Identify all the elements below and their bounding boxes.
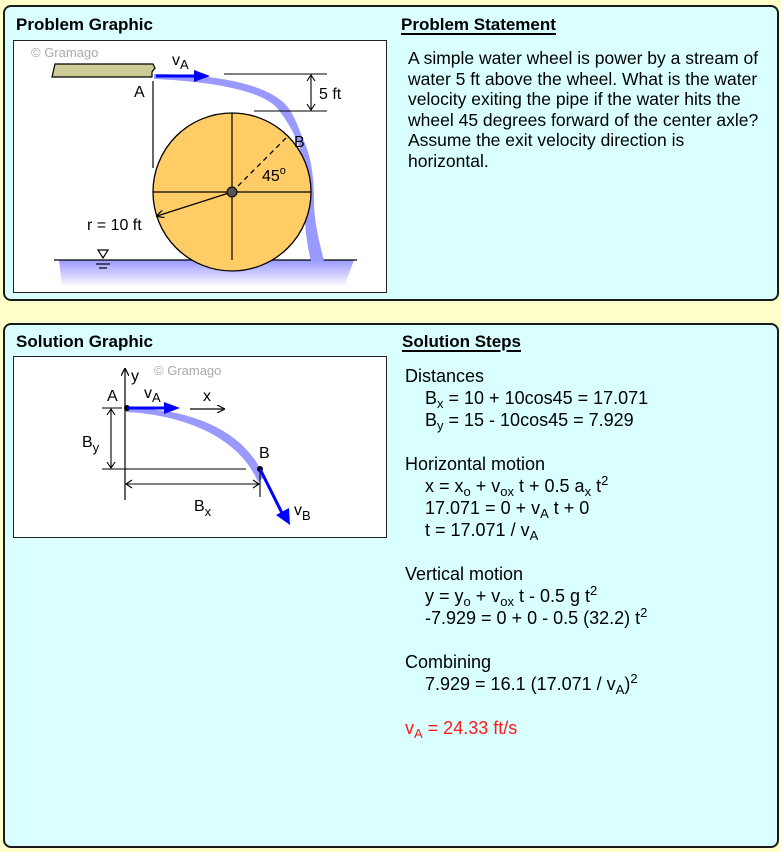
step-vertical-eq2: -7.929 = 0 + 0 - 0.5 (32.2) $t^2$: [425, 605, 648, 628]
label-a: A: [134, 84, 145, 101]
label-va: $v_A$: [144, 385, 161, 405]
label-bx: $B_x$: [194, 498, 212, 519]
solution-steps-heading: Solution Steps: [402, 332, 521, 351]
label-angle: 45$^o$: [262, 165, 286, 185]
problem-panel: [3, 5, 779, 301]
label-va: $v_A$: [172, 52, 189, 72]
trajectory-diagram: [14, 357, 386, 537]
label-y: y: [131, 368, 139, 385]
label-a: A: [107, 388, 118, 405]
solution-steps: [405, 365, 648, 739]
problem-statement-heading: Problem Statement: [401, 15, 556, 34]
label-radius: r = 10 ft: [87, 217, 142, 234]
step-combining-title: Combining: [405, 652, 492, 672]
label-height: 5 ft: [319, 86, 342, 103]
watermark: © Gramago: [31, 45, 99, 60]
problem-graphic: [13, 40, 387, 293]
step-distances-title: Distances: [405, 366, 485, 386]
water-wheel: [153, 113, 311, 271]
solution-graphic: [13, 356, 387, 538]
step-combining-eq1: 7.929 = 16.1 $(17.071 / v_A)^2$: [425, 671, 638, 697]
velocity-b-arrow: [260, 469, 290, 525]
label-b: B: [259, 445, 270, 462]
solution-graphic-heading: Solution Graphic: [16, 332, 153, 351]
label-vb: $v_B$: [294, 502, 311, 523]
trajectory-path: [126, 408, 264, 482]
pipe: [52, 64, 155, 77]
step-vertical-eq1: $y = y_o + v_{ox}$ t - 0.5 g $t^2$: [425, 583, 598, 609]
step-horizontal-eq1: $x = x_o + v_{ox}$ t + 0.5 $a_x$ $t^2$: [425, 473, 609, 499]
water-wheel-diagram: [14, 41, 386, 292]
axle: [227, 187, 237, 197]
label-by: $B_y$: [82, 434, 100, 455]
step-distances-bx: $B_x = 10 + 10\cos 45 = 17.071$: [425, 388, 649, 411]
watermark: © Gramago: [154, 363, 222, 378]
label-b: B: [294, 134, 305, 151]
step-vertical-title: Vertical motion: [405, 564, 524, 584]
step-distances-by: $B_y = 15 - 10\cos 45 = 7.929$: [425, 410, 634, 433]
step-horizontal-title: Horizontal motion: [405, 454, 546, 474]
problem-graphic-heading: Problem Graphic: [16, 15, 153, 34]
step-horizontal-eq2: $17.071 = 0 + v_A$ t + 0: [425, 498, 590, 521]
step-horizontal-eq3: $t = 17.071 / v_A$: [425, 520, 539, 543]
solution-panel: [3, 323, 779, 848]
final-answer: $v_A = 24.33$ ft/s: [405, 718, 518, 741]
label-x: x: [203, 388, 211, 405]
problem-statement-text: A simple water wheel is power by a stream of water 5 ft above the wheel. What is the water velocity exiting the pipe if the water hits the wheel 45 degrees forward of the center axle? Assume the exit velocity direction is horizontal.: [408, 48, 759, 171]
